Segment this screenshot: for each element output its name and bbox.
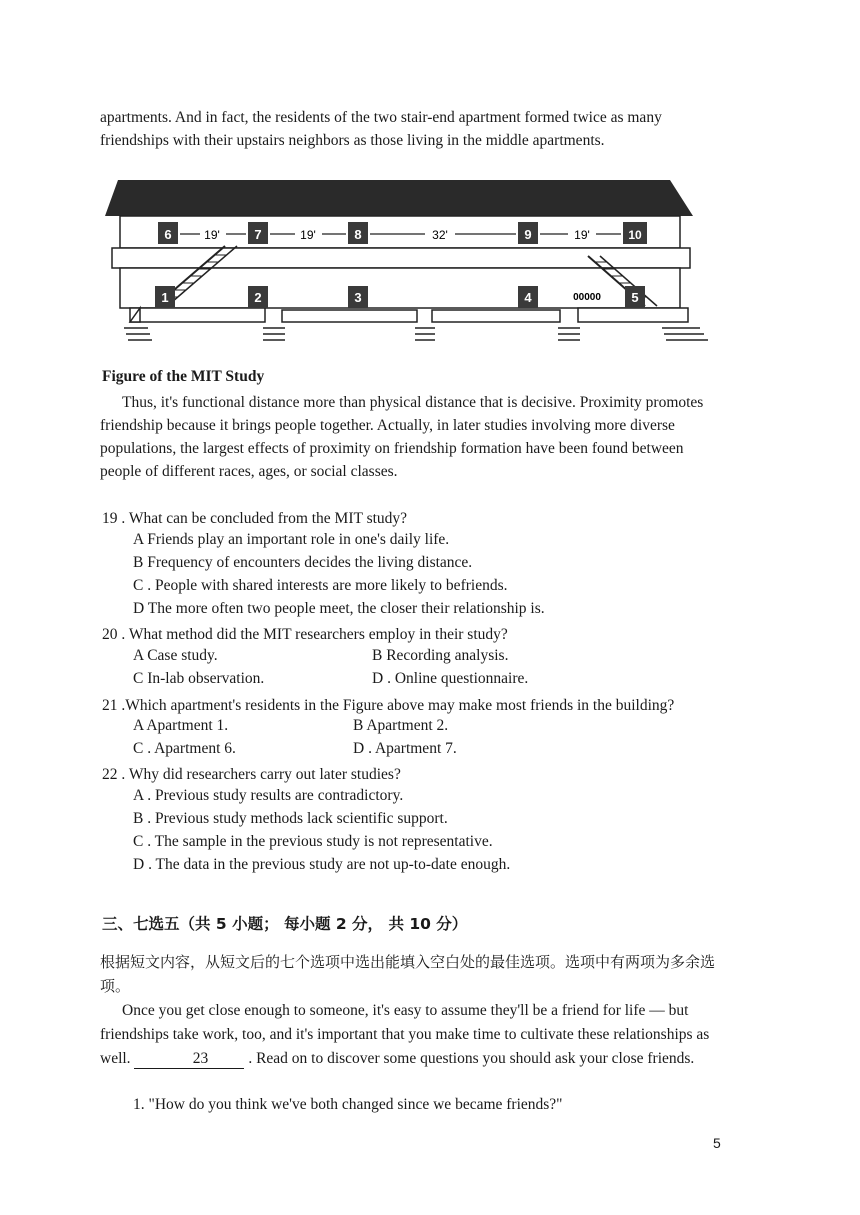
distance-label-6-7: 19' xyxy=(204,228,220,242)
distance-label-8-9: 32' xyxy=(432,228,448,242)
option-19-d: D The more often two people meet, the closer their relationship is. xyxy=(133,600,545,617)
door-label-10: 10 xyxy=(628,228,642,242)
option-21-c: C . Apartment 6. xyxy=(133,740,236,757)
door-label-7: 7 xyxy=(254,227,262,242)
mit-study-figure xyxy=(100,178,715,353)
option-21-d: D . Apartment 7. xyxy=(353,740,457,757)
question-22 xyxy=(102,763,401,786)
door-label-4: 4 xyxy=(524,290,532,305)
passage-paragraph xyxy=(100,999,728,1071)
question-stem: 22 . Why did researchers carry out later studies? xyxy=(102,766,401,783)
option-19-c: C . People with shared interests are more likely to befriends. xyxy=(133,577,508,594)
option-20-c: C In-lab observation. xyxy=(133,670,265,687)
option-19-b: B Frequency of encounters decides the living distance. xyxy=(133,554,473,571)
passage-text-2: . Read on to discover some questions you should ask your close friends. xyxy=(248,1050,695,1067)
page-number: 5 xyxy=(713,1135,721,1151)
door-label-1: 1 xyxy=(161,290,169,305)
passage-text-1: Once you get close enough to someone, it's easy to assume they'll be a friend for life — but friendships take work, too, and it's important that you make time to cultivate these relationships as well. xyxy=(100,1002,710,1067)
question-20 xyxy=(102,623,508,646)
option-21-a: A Apartment 1. xyxy=(133,717,229,734)
question-19 xyxy=(102,507,407,530)
body-paragraph: Thus, it's functional distance more than physical distance that is decisive. Proximity promotes friendship because it brings people together. Actually, in later studies involving more diverse populations, the largest effects of proximity on friendship formation have been found between people of different races, ages, or social classes. xyxy=(100,394,704,480)
apartment-building-diagram xyxy=(100,178,715,353)
door-label-9: 9 xyxy=(524,227,532,242)
option-19-a: A Friends play an important role in one's daily life. xyxy=(133,531,450,548)
option-22-d: D . The data in the previous study are not up-to-date enough. xyxy=(133,856,511,873)
section-instruction: 根据短文内容，从短文后的七个选项中选出能填入空白处的最佳选项。选项中有两项为多余选项。 xyxy=(100,953,716,995)
door-label-6: 6 xyxy=(164,227,172,242)
passage-question-1: 1. "How do you think we've both changed since we became friends?" xyxy=(133,1096,563,1113)
question-stem: 19 . What can be concluded from the MIT study? xyxy=(102,510,408,527)
option-22-c: C . The sample in the previous study is not representative. xyxy=(133,833,493,850)
door-label-2: 2 xyxy=(254,290,262,305)
option-21-b: B Apartment 2. xyxy=(353,717,449,734)
distance-label-7-8: 19' xyxy=(300,228,316,242)
blank-23[interactable]: 23 xyxy=(134,1050,244,1069)
option-20-d: D . Online questionnaire. xyxy=(372,670,529,687)
section-heading: 三、七选五（共 5 小题； 每小题 2 分， 共 10 分） xyxy=(102,915,468,933)
question-stem: 21 .Which apartment's residents in the Figure above may make most friends in the building? xyxy=(102,697,675,714)
option-20-b: B Recording analysis. xyxy=(372,647,509,664)
door-label-5: 5 xyxy=(631,290,639,305)
roof-shape xyxy=(105,180,693,216)
door-label-3: 3 xyxy=(354,290,362,305)
intro-paragraph: apartments. And in fact, the residents of the two stair-end apartment formed twice as many friendships with their upstairs neighbors as those living in the middle apartments. xyxy=(100,109,662,149)
question-stem: 20 . What method did the MIT researchers employ in their study? xyxy=(102,626,508,643)
figure-caption: Figure of the MIT Study xyxy=(102,368,265,385)
mailbox-label: 00000 xyxy=(573,292,601,303)
option-20-a: A Case study. xyxy=(133,647,218,664)
question-21 xyxy=(102,694,674,717)
door-label-8: 8 xyxy=(354,227,362,242)
option-22-a: A . Previous study results are contradictory. xyxy=(133,787,404,804)
option-22-b: B . Previous study methods lack scientific support. xyxy=(133,810,448,827)
distance-label-9-10: 19' xyxy=(574,228,590,242)
